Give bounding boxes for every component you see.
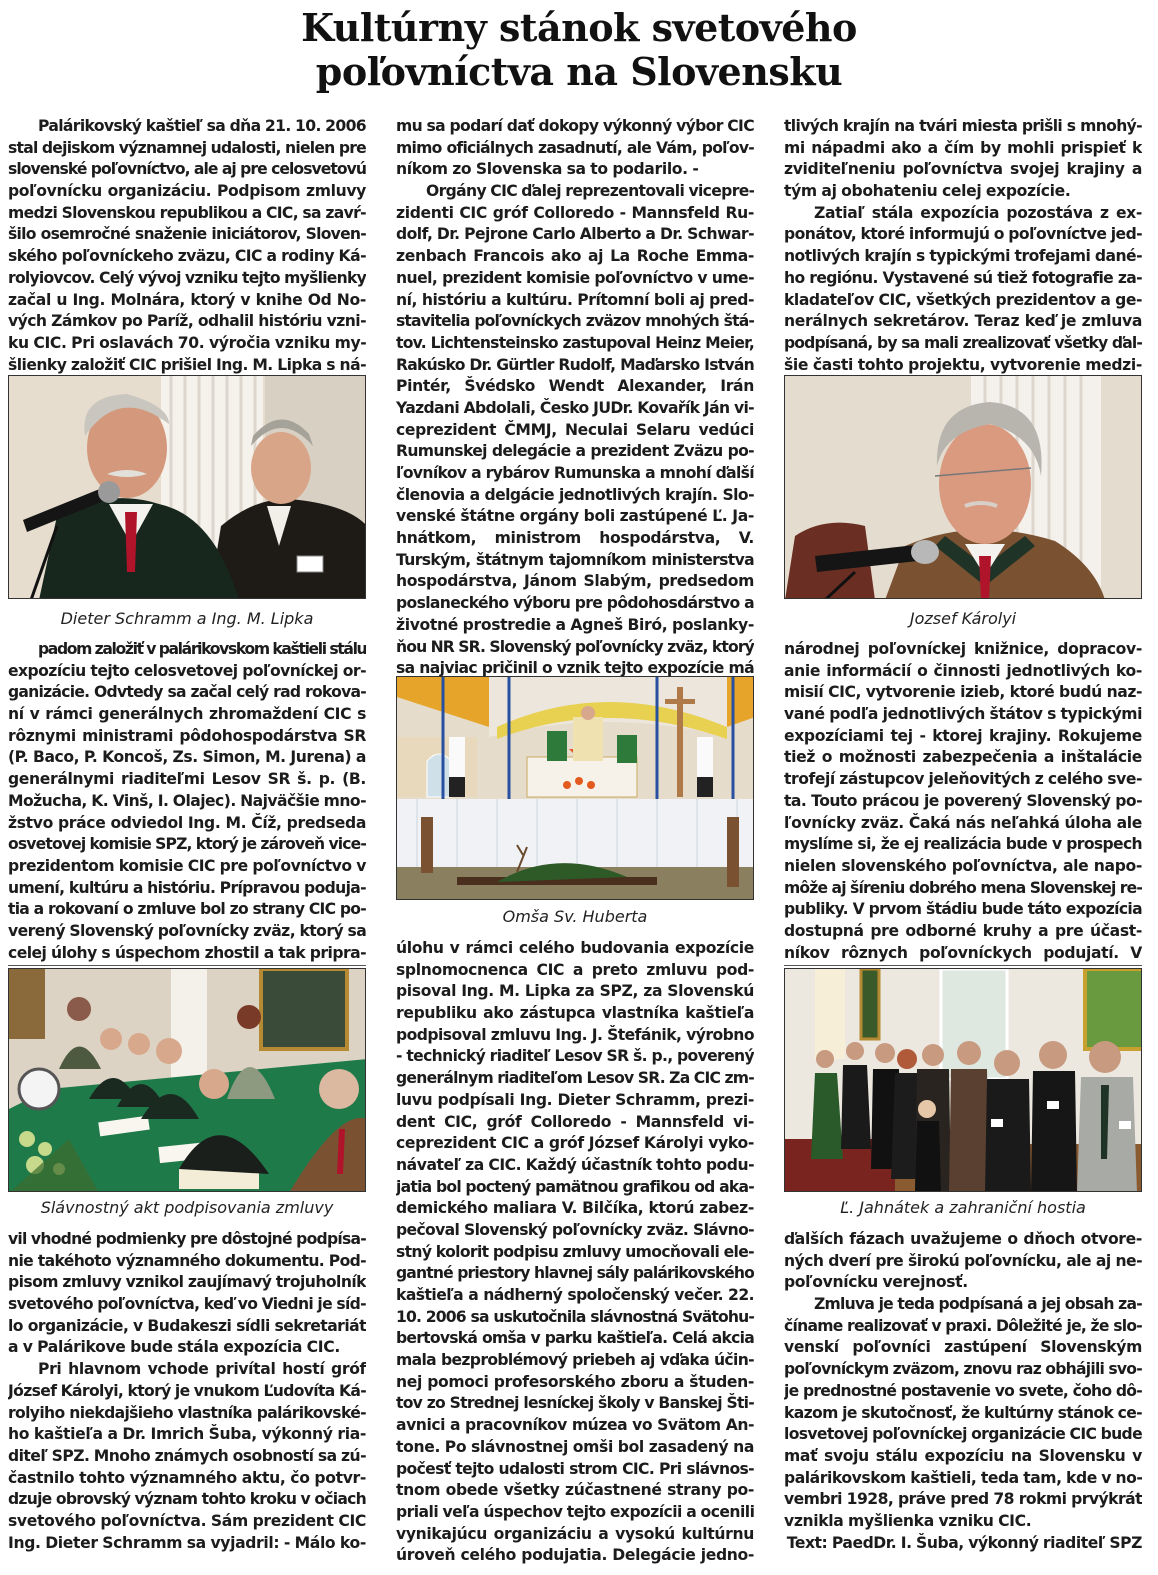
photo-image [9, 376, 366, 599]
text-line: zenbach Francois ako aj La Roche Emma- [396, 247, 754, 266]
text-line: vembri 1928, práve pred 78 rokmi prvýkrát [784, 1490, 1142, 1509]
text-line: stný kolorit podpisu zmluvy umocňovali ele- [396, 1242, 754, 1261]
text-line: poľovnícku verejnosť. [784, 1273, 968, 1292]
text-line: ní, históriu a kultúru. Prítomní boli aj pred- [396, 290, 754, 309]
text-line: palárikovskom kaštieli, teda tam, kde v no- [784, 1468, 1142, 1487]
text-line: Pri hlavnom vchode privítal hostí gróf [38, 1360, 366, 1379]
text-line: vých Zámkov po Paríž, odhalil históriu vzni- [8, 312, 366, 331]
text-line: generálnymi riaditeľmi Lesov SR š. p. (B. [8, 770, 366, 789]
text-line: Rumunskej delegácie a prezident Zväzu po- [396, 442, 754, 461]
text-line: jatia bol poctený pamätnou grafikou od aka- [396, 1177, 754, 1196]
text-line: venské štátne orgány boli zastúpené Ľ. Ja- [396, 507, 754, 526]
article-byline: Text: PaedDr. I. Šuba, výkonný riaditeľ SPZ [786, 1534, 1142, 1552]
text-line: ceprezident ČMMJ, Neculai Selaru vedúci [396, 420, 754, 439]
text-line: tia a rokovaní o zmluve bol zo strany CIC po- [8, 900, 366, 919]
photo-caption: Omša Sv. Huberta [502, 907, 648, 926]
text-line: zviditeľneniu poľovníctva svojej krajiny a [784, 160, 1142, 179]
text-line: je prednostné postavenie vo svete, čoho dô- [784, 1381, 1142, 1400]
text-line: ľovnícky zväz. Čaká nás neľahká úloha ale [784, 813, 1142, 832]
text-line: ceprezident CIC a gróf József Károlyi vyko- [396, 1134, 754, 1153]
text-line: Zmluva je teda podpísaná a jej obsah za- [814, 1295, 1142, 1314]
text-line: poslaneckého výboru pre pôdohosdárstvo a [396, 594, 754, 613]
text-block [396, 116, 754, 680]
text-line: hospodárstva, Jánom Slabým, predsedom [396, 572, 754, 591]
text-line: 10. 2006 sa uskutočnila slávnostná Svätohu- [396, 1307, 754, 1326]
text-line: častnilo tohto významného aktu, čo potvr- [8, 1468, 366, 1487]
text-line: vznikla myšlienka vzniku CIC. [784, 1511, 1032, 1530]
text-line: nerálnych sekretárov. Teraz keď je zmluva [784, 312, 1142, 331]
photo-image [785, 376, 1142, 599]
text-line: publiky. V prvom štádiu bude táto expozícia [784, 900, 1142, 919]
photo-caption: Dieter Schramm a Ing. M. Lipka [60, 609, 314, 628]
text-line: úlohu v rámci celého budovania expozície [396, 939, 754, 957]
photo-image [9, 969, 366, 1192]
text-line: členovia a delgácie jednotlivých krajín. Slo- [396, 485, 754, 504]
text-line: rolyiho niekdajšieho vlastníka palárikovské- [8, 1403, 366, 1422]
text-line: národnej poľovníckej knižnice, dopracov- [784, 640, 1142, 658]
text-line: tov. Lichtensteinsko zastupoval Heinz Meier, [396, 333, 754, 352]
text-line: zidenti CIC gróf Colloredo - Mannsfeld Ru- [396, 203, 754, 222]
text-line: diteľ SPZ. Mnoho známych osobností sa zú- [8, 1446, 366, 1465]
text-line: kazom je skutočnosť, že kultúrny stánok ce- [784, 1403, 1142, 1422]
text-line: kladateľov CIC, všetkých prezidentov a ge- [784, 290, 1142, 309]
text-line: rolyiovcov. Celý vývoj vzniku tejto myšlienky [8, 268, 366, 287]
text-line: pisoval Ing. M. Lipka za SPZ, za Slovenskú [396, 982, 754, 1001]
text-block [8, 1229, 366, 1554]
text-line: návateľ za CIC. Každý účastník tohto podu- [396, 1155, 754, 1174]
text-line: umení, kultúru a históriu. Prípravou poduja- [8, 878, 366, 897]
text-line: šie časti tohto projektu, vytvorenie medzi- [784, 355, 1142, 374]
text-line: vil vhodné podmienky pre dôstojné podpísa- [8, 1230, 366, 1248]
text-line: expozíciami tej - ktorej krajiny. Rokujeme [784, 726, 1142, 745]
text-line: vynikajúcu organizáciu a vysokú kultúrnu [396, 1524, 754, 1543]
text-line: (P. Baco, P. Koncoš, Zs. Simon, M. Jurena) a [8, 748, 366, 767]
text-line: tiež o možnosti zabezpečenia a inštalácie [784, 748, 1142, 767]
text-block [396, 938, 754, 1567]
text-line: Palárikovský kaštieľ sa dňa 21. 10. 2006 [38, 117, 366, 135]
text-line: Yazdani Abdolali, Česko JUDr. Kovařík Ján vi- [396, 398, 754, 417]
divider [8, 965, 366, 966]
text-line: číname realizovať v praxi. Dôležité je, že slo- [784, 1316, 1142, 1335]
text-line: dolf, Dr. Pejrone Carlo Alberto a Dr. Schwar- [396, 225, 754, 244]
photo-karolyi [784, 375, 1142, 599]
text-line: a v Palárikove bude stála expozícia CIC. [8, 1338, 340, 1357]
text-line: Orgány CIC ďalej reprezentovali vicepre- [426, 182, 754, 201]
text-line: ní v rámci generálnych zhromaždení CIC s [8, 705, 366, 724]
text-line: dzuje obrovský význam tohto kroku v očiach [8, 1490, 366, 1509]
text-line: tone. Po slávnostnej omši bol zasadený na [396, 1437, 754, 1456]
divider [784, 965, 1142, 966]
text-line: začal u Ing. Molnára, ktorý v knihe Od No- [8, 290, 366, 309]
text-line: ského poľovníckeho zväzu, CIC a rodiny Ká- [8, 247, 366, 266]
photo-schramm-lipka [8, 375, 366, 599]
text-line: poľovníckym zväzom, znovu raz obhájili svo- [784, 1360, 1142, 1379]
text-line: Rakúsko Dr. Gürtler Rudolf, Maďarsko István [396, 355, 754, 374]
text-line: ganizácie. Odvtedy sa začal celý rad rokova- [8, 683, 366, 702]
text-line: podpísaná, by sa mali zrealizovať všetky ďal- [784, 333, 1142, 352]
text-line: úroveň celého podujatia. Delegácie jedno- [396, 1546, 754, 1565]
text-line: môže aj šíreniu dobrého mena Slovenskej re- [784, 878, 1142, 897]
text-line: generálnym riaditeľom Lesov SR. Za CIC zm- [396, 1069, 754, 1088]
text-line: luvu podpísali Ing. Dieter Schramm, prezi- [396, 1090, 754, 1109]
photo-caption: Slávnostný akt podpisovania zmluvy [40, 1198, 334, 1217]
text-line: níkov rôznych poľovníckych podujatí. V [784, 943, 1142, 962]
text-line: osvetovej komisie SPZ, ktorý je zároveň vice- [8, 835, 366, 854]
text-line: stavitelia poľovníckych zväzov mnohých štá- [396, 312, 754, 331]
text-line: trofejí zástupcov jeleňovitých z celého sve- [784, 770, 1142, 789]
text-line: ďalších fázach uvažujeme o dňoch otvore- [784, 1230, 1142, 1248]
photo-hubert-mass [396, 676, 754, 900]
headline-line-1: Kultúrny stánok svetového [301, 5, 857, 50]
text-line: tov zo Strednej lesníckej školy v Banskej Šti- [396, 1394, 754, 1413]
text-line: šlienky založiť CIC prišiel Ing. M. Lipka s ná- [8, 355, 366, 374]
text-line: sa najviac pričinil o vznik tejto expozície má [396, 659, 754, 678]
text-line: Turským, štátnym tajomníkom ministerstva [396, 550, 754, 569]
text-line: šilo osemročné snaženie iniciátorov, Sloven- [8, 225, 366, 244]
text-line: tnom obede všetky zúčastnené strany po- [396, 1481, 754, 1500]
text-line: ľovníkov a rybárov Rumunska a mnohí ďalší [396, 464, 754, 482]
text-line: ho regiónu. Vystavené sú tiež fotografie za- [784, 268, 1142, 287]
text-line: stal dejiskom významnej udalosti, nielen pre [8, 138, 366, 157]
photo-caption: Ľ. Jahnátek a zahraniční hostia [840, 1198, 1086, 1217]
text-line: splnomocnenca CIC a preto zmluvu pod- [396, 960, 754, 979]
text-line: celej úlohy s úspechom zhostil a tak pripra- [8, 943, 366, 962]
text-line: podpisoval zmluvu Ing. J. Štefánik, výrobno [396, 1025, 754, 1044]
photo-image [785, 969, 1142, 1192]
text-line: vané podľa jednotlivých štátov s typickými [784, 705, 1142, 724]
text-line: dostupná pre odborné kruhy a pre účast- [784, 921, 1142, 940]
text-line: bertovská omša v parku kaštieľa. Celá akcia [396, 1329, 754, 1348]
text-line: avnici a pracovníkov múzea vo Svätom An- [396, 1416, 754, 1435]
text-line: tlivých krajín na tvári miesta prišli s mnohý- [784, 117, 1142, 135]
text-line: pisom zmluvy vznikol zaujímavý trojuholník [8, 1273, 366, 1292]
text-line: mu sa podarí dať dokopy výkonný výbor CIC [396, 117, 754, 135]
text-line: medzi Slovenskou republikou a CIC, sa zavŕ- [8, 203, 366, 222]
text-line: životné prostredie a Agneš Biró, poslanky- [396, 615, 754, 634]
text-line: losvetovej poľovníckej organizácie CIC bude [784, 1425, 1142, 1444]
text-line: venskí poľovníci zastúpení Slovenským [784, 1338, 1142, 1357]
text-line: kaštieľa a nádherný spoločenský večer. 22. [396, 1286, 754, 1304]
text-line: Pintér, Švédsko Wendt Alexander, Irán [396, 377, 754, 396]
text-line: dent CIC, gróf Colloredo - Mannsfeld vi- [396, 1112, 754, 1131]
photo-guests [784, 968, 1142, 1192]
text-block [8, 639, 366, 964]
text-line: mimo oficiálnych zasadnutí, ale Vám, poľov- [396, 138, 754, 157]
text-line: svetového poľovníctva. Sám prezident CIC [8, 1511, 366, 1530]
text-line: prezidentom komisie CIC pre poľovníctvo v [8, 856, 366, 875]
text-block [784, 639, 1142, 964]
text-line: nielen slovenského poľovníctva, ale napo- [784, 856, 1142, 875]
text-line: rôznymi ministrami pôdohospodárstva SR [8, 726, 366, 745]
text-line: níkom zo Slovenska sa to podarilo. - [396, 160, 699, 179]
text-line: republiku ako zástupca vlastníka kaštieľa [396, 1004, 754, 1023]
photo-image [397, 677, 754, 900]
text-line: padom založiť v palárikovskom kaštieli stálu [38, 640, 366, 658]
text-line: gantné priestory hlavnej sály palárikovského [396, 1264, 754, 1283]
text-line: priali veľa úspechov tejto expozícii a ocenili [396, 1502, 754, 1521]
text-line: expozíciu tejto celosvetovej poľovníckej or- [8, 661, 366, 680]
text-line: hnátkom, ministrom hospodárstva, V. [396, 529, 754, 548]
text-line: verený Slovenský poľovnícky zväz, ktorý sa [8, 921, 366, 940]
text-line: Možucha, K. Vinš, I. Olajec). Najväčšie mno- [8, 791, 366, 810]
text-line: mi nápadmi ako a čím by mohli prispieť k [784, 138, 1142, 157]
text-line: nie takéhoto významného dokumentu. Pod- [8, 1251, 366, 1270]
text-line: nuel, prezident komisie poľovníctvo v ume- [396, 268, 754, 287]
text-line: lo organizácie, v Budakeszi sídli sekretariát [8, 1316, 366, 1335]
text-line: Ing. Dieter Schramm sa vyjadril: - Málo ko- [8, 1533, 366, 1552]
text-line: žstvo práce odviedol Ing. M. Číž, predseda [8, 813, 366, 832]
text-line: demického maliara V. Bilčíka, ktorú zabez- [396, 1199, 754, 1218]
text-line: mať svoju stálu expozíciu na Slovensku v [784, 1446, 1142, 1465]
text-line: anie informácií o činnosti jednotlivých ko- [784, 661, 1142, 680]
text-line: misií CIC, vytvorenie izieb, ktoré budú naz- [784, 683, 1142, 702]
text-block [784, 116, 1142, 376]
headline-line-2: poľovníctva na Slovensku [315, 49, 843, 94]
text-line: - technický riaditeľ Lesov SR š. p., poverený [396, 1047, 754, 1066]
text-line: tým aj obohateniu celej expozície. [784, 182, 1071, 201]
text-line: ných dverí pre širokú poľovnícku, ale aj ne- [784, 1251, 1142, 1270]
text-line: pečoval Slovenský poľovnícky zväz. Slávno- [396, 1220, 754, 1239]
text-block [8, 116, 366, 376]
photo-signing-ceremony [8, 968, 366, 1192]
text-line: slovenské poľovníctvo, ale aj pre celosvetovú [8, 160, 366, 179]
text-line: ku CIC. Pri oslavách 70. výročia vzniku my- [8, 333, 366, 352]
text-line: myslíme si, že ej realizácia bude v prospech [784, 835, 1142, 854]
text-line: ta. Touto prácou je poverený Slovenský po- [784, 791, 1142, 810]
text-line: ňou NR SR. Slovenský poľovnícky zväz, ktorý [396, 637, 754, 656]
text-line: mala bezproblémový priebeh aj vďaka účin- [396, 1351, 754, 1370]
text-line: nej pomoci profesorského zboru a študen- [396, 1372, 754, 1391]
text-line: ponátov, ktoré informujú o poľovníctve jed- [784, 225, 1142, 244]
text-line: ho kaštieľa a Dr. Imrich Šuba, výkonný ria- [8, 1425, 366, 1444]
text-line: počesť tejto udalosti strom CIC. Pri slávnos- [396, 1459, 754, 1478]
text-line: notlivých krajín s typickými trofejami dané- [784, 247, 1142, 266]
text-line: Zatiaľ stála expozícia pozostáva z ex- [814, 203, 1142, 222]
text-block [784, 1229, 1142, 1533]
text-line: József Károlyi, ktorý je vnukom Ľudovíta Ká- [8, 1381, 366, 1400]
text-line: poľovnícku organizáciu. Podpisom zmluvy [8, 182, 366, 201]
photo-caption: Jozsef Károlyi [909, 609, 1017, 628]
article-headline [0, 6, 1158, 94]
text-line: svetového poľovníctva, keď vo Viedni je síd- [8, 1295, 366, 1314]
